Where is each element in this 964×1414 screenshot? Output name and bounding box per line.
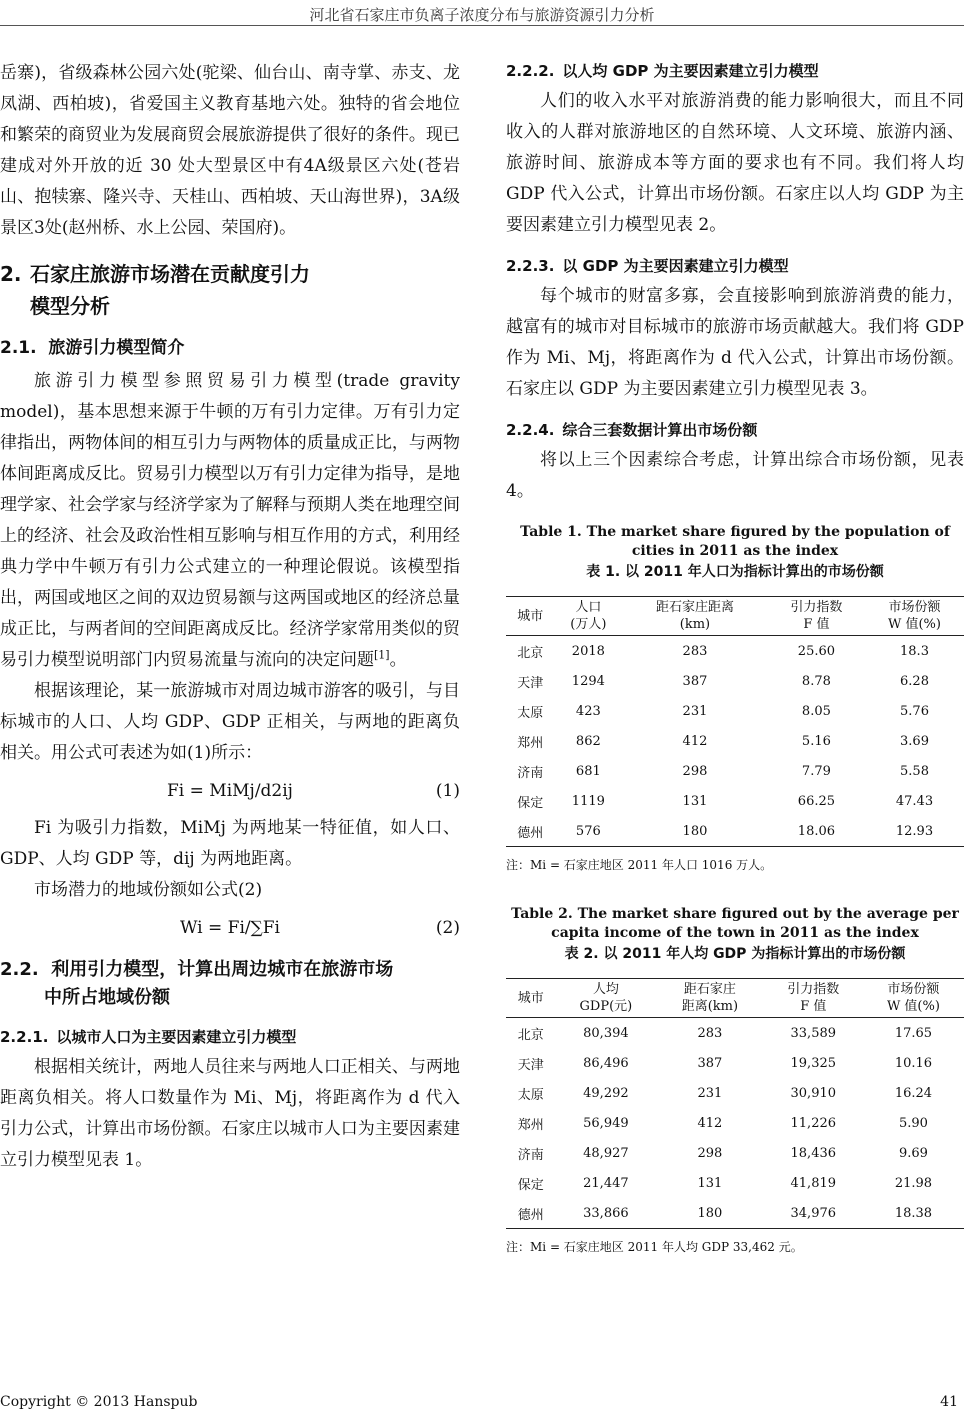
table-cell: 47.43: [895, 793, 934, 809]
table-cell: 9.69: [898, 1145, 928, 1161]
table-cell: 80,394: [583, 1025, 629, 1041]
table-cell: 12.93: [865, 816, 964, 847]
section-2-2-2-number: 2.2.2.: [506, 62, 555, 80]
paragraph-gravity-text: 旅游引力模型参照贸易引力模型(trade gravity model)，基本思想来源于牛顿的万有引力定律。万有引力定律指出，两物体间的相互引力与两物体的质量成正比，与两物体间距离成反比。贸易引力模型以万有引力定律为指导，是地理学家、社会学家与经济学家为了解释与预期人类在地理空间上的经济、社会及政治性相互影响与相互作用的方式，利用经典力学中牛顿万有引力公式建立的一种理论假说。该模型指出，两国或地区之间的双边贸易额与这两国或地区的经济总量成正比，与两者间的空间距离成反比。经济学家常用类似的贸易引力模型说明部门内贸易流量与流向的决定问题: [0, 371, 460, 670]
table-cell: 180: [622, 816, 768, 847]
right-column: [506, 58, 964, 1257]
table-1-header-row: [506, 597, 964, 636]
section-2-1-title: 旅游引力模型简介: [48, 338, 185, 358]
paragraph-fi: Fi 为吸引力指数，MiMj 为两地某一特征值，如人口、GDP、人均 GDP 等，dij 为两地距离。: [0, 818, 460, 869]
table-row: [506, 1138, 964, 1168]
table-cell: 18.38: [863, 1198, 964, 1229]
paragraph-intro: 岳寨)，省级森林公园六处(驼梁、仙台山、南寺掌、赤支、龙凤湖、西柏坡)，省爱国主义教育基地六处。独特的省会地位和繁荣的商贸业为发展商贸会展旅游提供了很好的条件。现已建成对外开放的近 30 处大型景区中有4A级景区六处(苍岩山、抱犊寨、隆兴寺、天桂山、西柏坡、天山海世界)，3A级景区3处(赵州桥、水上公园、荣国府)。: [0, 63, 460, 238]
table-cell: 41,819: [790, 1175, 837, 1191]
table-cell: 576: [555, 816, 623, 847]
table-1-header-cell: 市场份额 W 值(%): [865, 597, 964, 636]
table-cell: 412: [697, 1115, 723, 1131]
table-cell: 太原: [517, 1087, 544, 1103]
table-row: [506, 666, 964, 696]
table-cell: 2018: [571, 643, 605, 659]
table-cell: 21.98: [894, 1175, 933, 1191]
table-2-header-row: [506, 979, 964, 1018]
table-cell: 49,292: [583, 1085, 629, 1101]
table-1-header-cell: 城市: [506, 597, 555, 636]
table-row: [506, 1168, 964, 1198]
equation-1-formula: Fi = MiMj/d2ij: [167, 781, 293, 801]
section-2-2-1-number: 2.2.1.: [0, 1028, 49, 1046]
table-cell: 33,589: [790, 1025, 837, 1041]
table-2: [506, 978, 964, 1229]
table-cell: 太原: [517, 705, 544, 721]
table-cell: 3.69: [900, 733, 929, 749]
table-2-caption-en: Table 2. The market share figured out by the average per capita income of the town in 2011 as the index: [511, 906, 959, 941]
table-cell: 保定: [517, 1177, 544, 1193]
table-cell: 11,226: [790, 1115, 837, 1131]
section-2-2-number: 2.2.: [0, 959, 39, 980]
paragraph-2-2-1: 根据相关统计，两地人员往来与两地人口正相关、与两地距离负相关。将人口数量作为 Mi、Mj，将距离作为 d 代入引力公式，计算出市场份额。石家庄以城市人口为主要因素建立引力模型见表 1。: [0, 1057, 460, 1170]
section-2-2-4-number: 2.2.4.: [506, 421, 555, 439]
table-cell: 34,976: [764, 1198, 863, 1229]
table-cell: 25.60: [797, 643, 836, 659]
table-row: [506, 696, 964, 726]
paragraph-2-2-3: 每个城市的财富多寡，会直接影响到旅游消费的能力，越富有的城市对目标城市的旅游市场贡献越大。我们将 GDP 作为 Mi、Mj，将距离作为 d 代入公式，计算出市场份额。石家庄以 GDP 为主要因素建立引力模型见表 3。: [506, 286, 964, 399]
table-cell: 天津: [517, 1057, 544, 1073]
section-2-2-title-line2: 中所占地域份额: [44, 987, 170, 1008]
table-cell: 18.06: [768, 816, 865, 847]
table-cell: 231: [682, 703, 708, 719]
table-1-note: 注：Mi = 石家庄地区 2011 年人口 1016 万人。: [506, 858, 773, 872]
equation-1-number: (1): [435, 781, 460, 801]
section-2-2-3-heading: [506, 253, 964, 279]
table-row: [506, 636, 964, 667]
left-column: [0, 58, 460, 1176]
table-cell: 17.65: [894, 1025, 933, 1041]
table-cell: 283: [682, 643, 708, 659]
table-row: [506, 816, 964, 847]
table-cell: 16.24: [894, 1085, 933, 1101]
table-1-body: [506, 636, 964, 847]
table-cell: 298: [682, 763, 708, 779]
table-cell: 283: [697, 1025, 723, 1041]
section-2-2-title-line1: 利用引力模型，计算出周边城市在旅游市场: [51, 959, 394, 980]
table-cell: 66.25: [797, 793, 836, 809]
table-2-header-cell: 引力指数 F 值: [764, 979, 863, 1018]
section-2-heading: [0, 258, 460, 322]
section-2-title-line1: 石家庄旅游市场潜在贡献度引力: [30, 262, 310, 286]
table-cell: 30,910: [790, 1085, 837, 1101]
table-2-header-cell: 城市: [506, 979, 556, 1018]
table-row: [506, 756, 964, 786]
table-cell: 保定: [517, 795, 544, 811]
table-cell: 德州: [506, 1198, 556, 1229]
section-2-2-1-title: 以城市人口为主要因素建立引力模型: [56, 1028, 297, 1046]
table-cell: 862: [575, 733, 601, 749]
table-cell: 德州: [506, 816, 555, 847]
section-2-2-heading: [0, 956, 460, 1012]
table-row: [506, 1018, 964, 1049]
table-cell: 19,325: [790, 1055, 837, 1071]
table-cell: 21,447: [583, 1175, 629, 1191]
table-1-caption-en: Table 1. The market share figured by the population of cities in 2011 as the index: [520, 524, 950, 559]
section-2-2-4-heading: [506, 417, 964, 443]
table-cell: 1119: [571, 793, 605, 809]
section-2-2-3-number: 2.2.3.: [506, 257, 555, 275]
table-cell: 5.76: [900, 703, 929, 719]
table-cell: 济南: [517, 1147, 544, 1163]
table-cell: 180: [656, 1198, 764, 1229]
section-2-2-3-title: 以 GDP 为主要因素建立引力模型: [562, 257, 789, 275]
section-2-1-number: 2.1.: [0, 338, 37, 358]
paragraph-gravity: [0, 366, 460, 676]
paragraph-theory: 根据该理论，某一旅游城市对周边城市游客的吸引，与目标城市的人口、人均 GDP、GDP 正相关，与两地的距离负相关。用公式可表述为如(1)所示：: [0, 681, 460, 763]
table-cell: 北京: [517, 645, 544, 661]
table-cell: 86,496: [583, 1055, 629, 1071]
table-1-header-cell: 引力指数 F 值: [768, 597, 865, 636]
table-row: [506, 1108, 964, 1138]
paragraph-2-2-2: 人们的收入水平对旅游消费的能力影响很大，而且不同收入的人群对旅游地区的自然环境、人文环境、旅游内涵、旅游时间、旅游成本等方面的要求也有不同。我们将人均 GDP 代入公式，计算出市场份额。石家庄以人均 GDP 为主要因素建立引力模型见表 2。: [506, 91, 964, 235]
section-2-title-line2: 模型分析: [30, 294, 110, 318]
table-2-caption-cn: 表 2. 以 2011 年人均 GDP 为指标计算出的市场份额: [564, 946, 906, 962]
table-cell: 济南: [517, 765, 544, 781]
table-2-header-cell: 人均 GDP(元): [556, 979, 657, 1018]
table-row: [506, 1048, 964, 1078]
table-cell: 412: [682, 733, 708, 749]
table-cell: 北京: [517, 1027, 544, 1043]
table-row: [506, 1078, 964, 1108]
table-cell: 8.05: [801, 703, 831, 719]
section-2-1-heading: [0, 334, 460, 362]
table-2-header-cell: 市场份额 W 值(%): [863, 979, 964, 1018]
citation-1[interactable]: [1]: [374, 648, 390, 662]
table-cell: 郑州: [517, 1117, 544, 1133]
table-row: [506, 1198, 964, 1229]
table-cell: 天津: [517, 675, 544, 691]
equation-2-number: (2): [435, 918, 460, 938]
table-2-note: 注：Mi = 石家庄地区 2011 年人均 GDP 33,462 元。: [506, 1240, 803, 1254]
table-cell: 56,949: [583, 1115, 629, 1131]
section-2-number: 2.: [0, 262, 22, 286]
paragraph-2-2-4: 将以上三个因素综合考虑，计算出综合市场份额，见表 4。: [506, 450, 964, 501]
copyright-footer: Copyright © 2013 Hanspub: [0, 1394, 198, 1410]
table-cell: 387: [682, 673, 708, 689]
equation-2-formula: Wi = Fi/∑Fi: [180, 918, 280, 938]
table-cell: 8.78: [801, 673, 831, 689]
table-cell: 7.79: [801, 763, 831, 779]
table-cell: 131: [697, 1175, 723, 1191]
table-cell: 10.16: [894, 1055, 933, 1071]
table-cell: 298: [697, 1145, 723, 1161]
table-cell: 681: [575, 763, 601, 779]
table-cell: 231: [697, 1085, 723, 1101]
paragraph-gravity-end: 。: [389, 650, 407, 670]
table-2-body: [506, 1018, 964, 1229]
table-cell: 18.3: [900, 643, 929, 659]
table-cell: 48,927: [583, 1145, 629, 1161]
paragraph-market: 市场潜力的地域份额如公式(2): [34, 880, 263, 900]
section-2-2-4-title: 综合三套数据计算出市场份额: [562, 421, 758, 439]
section-2-2-2-title: 以人均 GDP 为主要因素建立引力模型: [562, 62, 819, 80]
table-cell: 18,436: [790, 1145, 837, 1161]
table-1-caption-cn: 表 1. 以 2011 年人口为指标计算出的市场份额: [586, 564, 884, 580]
table-cell: 5.58: [900, 763, 929, 779]
table-row: [506, 786, 964, 816]
table-1-header-cell: 人口 (万人): [555, 597, 623, 636]
table-cell: 387: [697, 1055, 723, 1071]
table-1: [506, 596, 964, 847]
table-cell: 5.90: [898, 1115, 928, 1131]
table-row: [506, 726, 964, 756]
running-header: 河北省石家庄市负离子浓度分布与旅游资源引力分析: [309, 6, 655, 24]
section-2-2-1-heading: [0, 1024, 460, 1050]
table-cell: 6.28: [900, 673, 929, 689]
table-cell: 1294: [571, 673, 605, 689]
section-2-2-2-heading: [506, 58, 964, 84]
table-1-header-cell: 距石家庄距离 (km): [622, 597, 768, 636]
table-cell: 郑州: [517, 735, 544, 751]
table-cell: 33,866: [556, 1198, 657, 1229]
page-number: 41: [940, 1394, 958, 1410]
table-cell: 423: [575, 703, 601, 719]
header-rule: [0, 25, 964, 26]
table-2-header-cell: 距石家庄 距离(km): [656, 979, 764, 1018]
table-cell: 5.16: [801, 733, 831, 749]
equation-2: [0, 912, 460, 944]
equation-1: [0, 775, 460, 807]
table-cell: 131: [682, 793, 708, 809]
